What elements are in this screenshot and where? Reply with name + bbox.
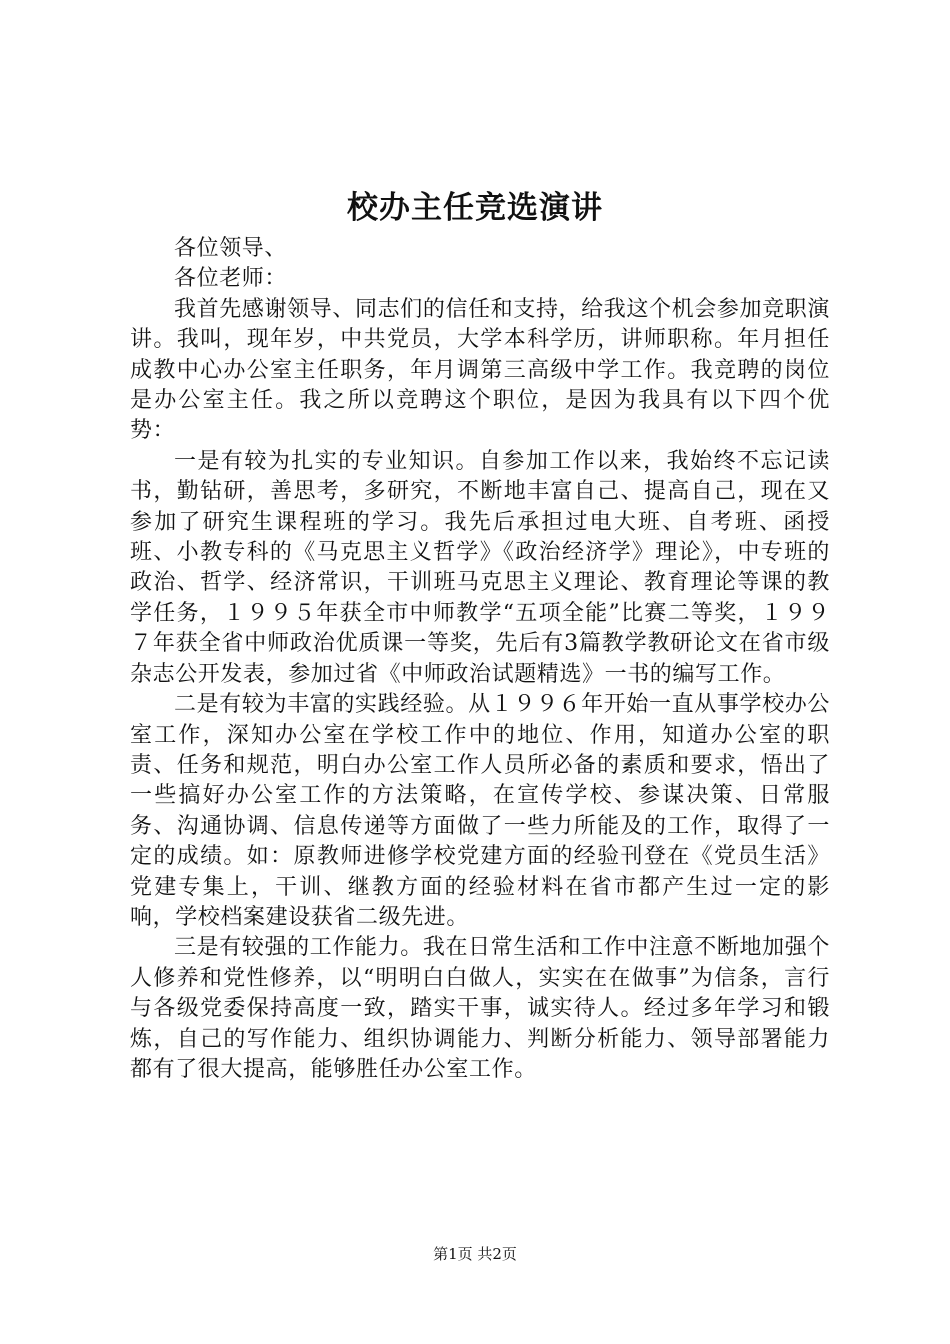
document-title: 校办主任竞选演讲 [347, 190, 603, 226]
paragraph-ability: 三是有较强的工作能力。我在日常生活和工作中注意不断地加强个人修养和党性修养，以“明明白白做人，实实在在做事”为信条，言行与各级党委保持高度一致，踏实干事，诚实待人。经过多年学习和锻炼，自己的写作能力、组织协调能力、判断分析能力、领导部署能力都有了很大提高，能够胜任办公室工作。 [130, 935, 830, 1082]
page-number-footer: 第1页 共2页 [433, 1245, 517, 1263]
paragraph-intro: 我首先感谢领导、同志们的信任和支持，给我这个机会参加竞职演讲。我叫，现年岁，中共党员，大学本科学历，讲师职称。年月担任成教中心办公室主任职务，年月调第三高级中学工作。我竞聘的岗位是办公室主任。我之所以竞聘这个职位，是因为我具有以下四个优势： [130, 296, 830, 444]
document-body [130, 234, 830, 1085]
paragraph-experience: 二是有较为丰富的实践经验。从１９９６年开始一直从事学校办公室工作，深知办公室在学校工作中的地位、作用，知道办公室的职责、任务和规范，明白办公室工作人员所必备的素质和要求，悟出了一些搞好办公室工作的方法策略，在宣传学校、参谋决策、日常服务、沟通协调、信息传递等方面做了一些力所能及的工作，取得了一定的成绩。如：原教师进修学校党建方面的经验刊登在《党员生活》党建专集上，干训、继教方面的经验材料在省市都产生过一定的影响，学校档案建设获省二级先进。 [130, 692, 830, 930]
salutation-teachers: 各位老师： [174, 266, 288, 292]
salutation-leaders: 各位领导、 [174, 236, 288, 261]
paragraph-knowledge: 一是有较为扎实的专业知识。自参加工作以来，我始终不忘记读书，勤钻研，善思考，多研究，不断地丰富自己、提高自己，现在又参加了研究生课程班的学习。我先后承担过电大班、自考班、函授班、小教专科的《马克思主义哲学》《政治经济学》理论》，中专班的政治、哲学、经济常识，干训班马克思主义理论、教育理论等课的教学任务，１９９５年获全市中师教学“五项全能”比赛二等奖，１９９７年获全省中师政治优质课一等奖，先后有3篇教学教研论文在省市级杂志公开发表，参加过省《中师政治试题精选》一书的编写工作。 [130, 448, 830, 687]
